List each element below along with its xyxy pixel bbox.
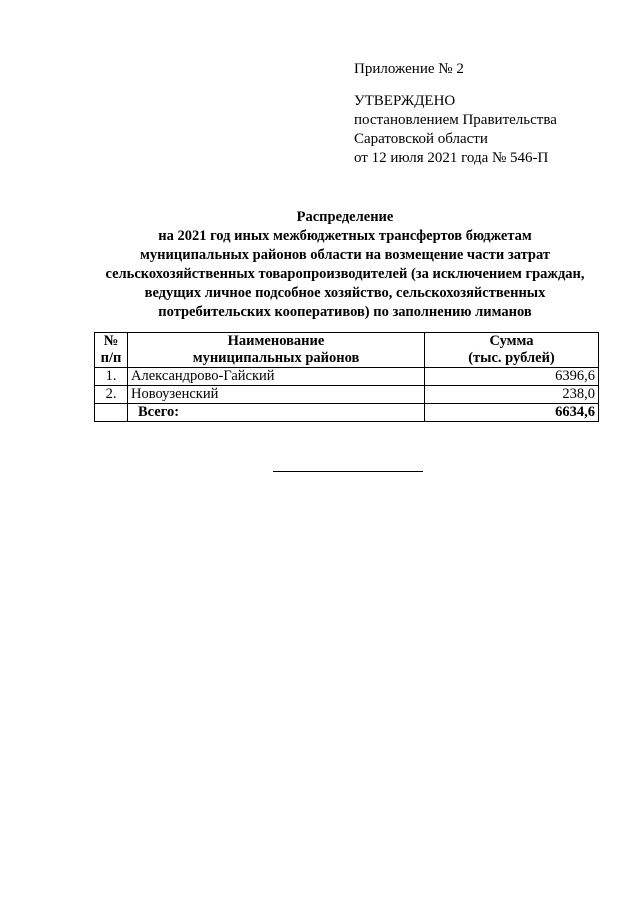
total-label: Всего: [128,404,425,422]
document-title [70,208,620,322]
title-line: на 2021 год иных межбюджетных трансфертов бюджетам [158,228,532,244]
header-number-line-1: № [103,333,119,349]
header-sum [425,333,599,368]
title-line: потребительских кооперативов) по заполнению лиманов [158,304,532,320]
header-sum-line-2: (тыс. рублей) [468,350,555,366]
approval-line-2: Саратовской области [354,131,488,147]
title-line: муниципальных районов области на возмещение части затрат [140,247,550,263]
header-name-line-2: муниципальных районов [192,350,360,366]
title-line: ведущих личное подсобное хозяйство, сельскохозяйственных [144,285,546,301]
row-number: 1. [95,368,128,386]
row-sum: 238,0 [425,386,599,404]
end-separator-line [273,471,423,472]
approval-line-1: постановлением Правительства [354,112,557,128]
table-header-row [95,333,599,368]
total-sum: 6634,6 [425,404,599,422]
row-sum: 6396,6 [425,368,599,386]
title-line: Распределение [296,209,394,225]
table-row [95,368,599,386]
total-row [95,404,599,422]
title-line: сельскохозяйственных товаропроизводителей (за исключением граждан, [105,266,585,282]
distribution-table [94,332,599,422]
approval-line-3: от 12 июля 2021 года № 546-П [354,150,549,166]
row-district-name: Александрово-Гайский [128,368,425,386]
approval-block [354,60,624,168]
header-district-name [128,333,425,368]
header-sum-line-1: Сумма [489,333,534,349]
header-number [95,333,128,368]
row-number: 2. [95,386,128,404]
header-number-line-2: п/п [100,350,122,366]
approved-stamp-text: УТВЕРЖДЕНО [354,93,456,109]
table-row [95,386,599,404]
header-name-line-1: Наименование [227,333,325,349]
total-number-cell [95,404,128,422]
appendix-number: Приложение № 2 [354,61,464,77]
row-district-name: Новоузенский [128,386,425,404]
